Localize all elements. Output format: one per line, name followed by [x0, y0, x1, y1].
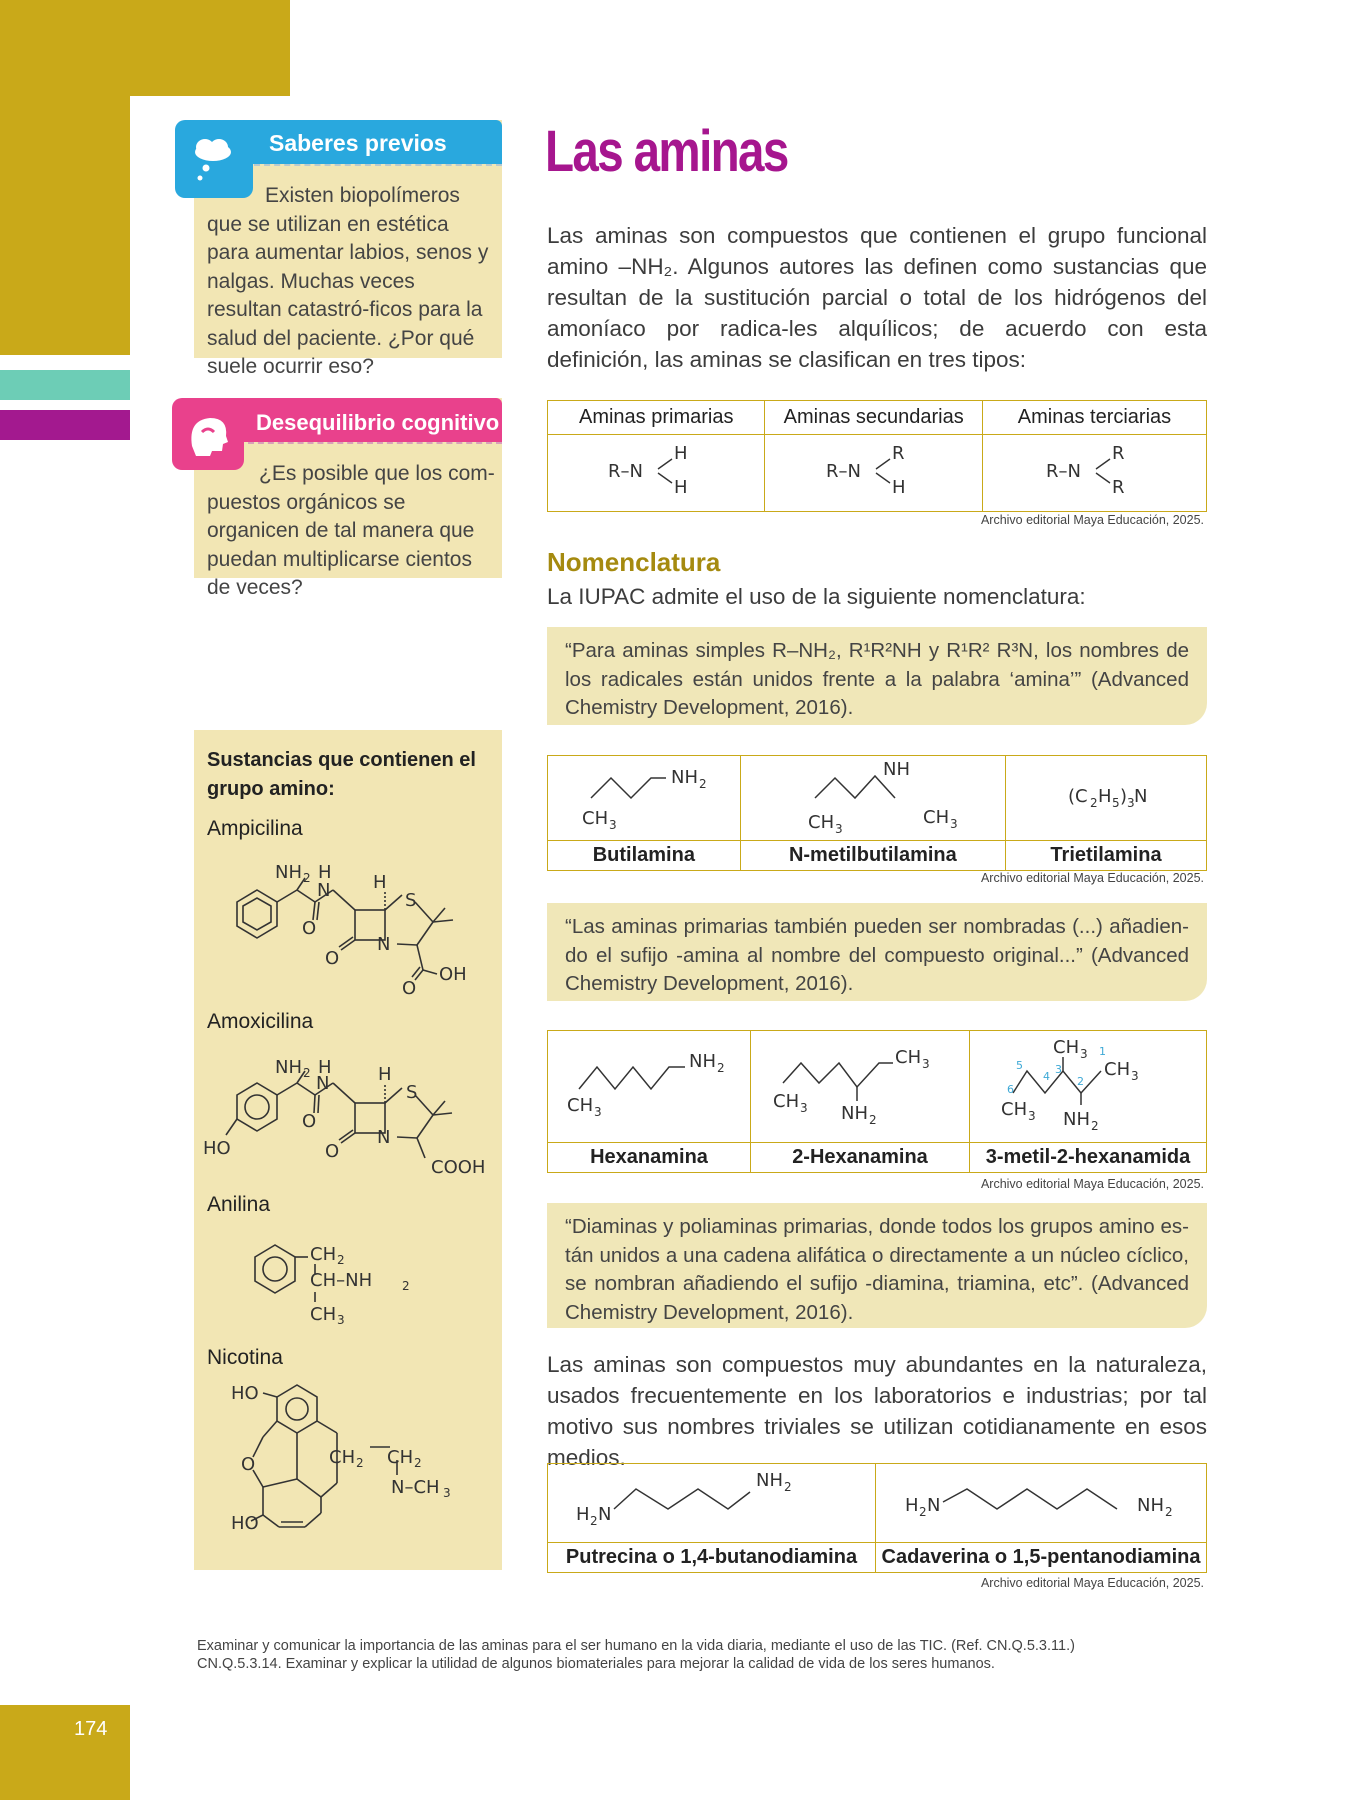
svg-text:H: H	[318, 862, 332, 883]
types-header-primarias: Aminas primarias	[548, 401, 765, 435]
2-hexanamina-caption: 2-Hexanamina	[751, 1143, 970, 1173]
svg-text:OH: OH	[439, 964, 467, 985]
svg-text:2: 2	[717, 1061, 725, 1075]
svg-text:2: 2	[303, 871, 311, 885]
svg-text:R: R	[1112, 477, 1125, 498]
secondary-amine-formula	[765, 435, 982, 512]
svg-text:2: 2	[919, 1505, 927, 1519]
svg-text:3: 3	[799, 1101, 808, 1115]
quote-2: “Las aminas primarias también pueden ser nombradas (...) añadien-do el sufijo -amina al nombre del compuesto original...” (Advanced Chemistry Development, 2016).	[547, 903, 1207, 1001]
svg-text:2: 2	[402, 1279, 410, 1293]
svg-text:H: H	[674, 477, 688, 498]
types-header-terciarias: Aminas terciarias	[982, 401, 1206, 435]
svg-text:R: R	[1112, 443, 1125, 464]
svg-text:R–N: R–N	[608, 461, 644, 482]
svg-text:O: O	[302, 1111, 317, 1132]
svg-text:O: O	[325, 948, 340, 969]
svg-text:N: N	[377, 1127, 391, 1148]
butilamina-structure	[548, 756, 741, 841]
svg-text:NH: NH	[689, 1051, 716, 1072]
3-metil-2-hexanamida-structure	[970, 1031, 1207, 1143]
primary-amine-formula	[548, 435, 765, 512]
svg-text:CH: CH	[1052, 1037, 1079, 1058]
svg-text:): )	[1120, 786, 1128, 807]
examples-table-2	[547, 1030, 1207, 1173]
svg-text:3: 3	[1130, 1069, 1139, 1083]
svg-text:2: 2	[303, 1066, 311, 1080]
svg-text:NH: NH	[840, 1103, 868, 1124]
svg-text:3: 3	[834, 822, 843, 834]
putrecina-structure	[548, 1464, 876, 1543]
amine-types-table	[547, 400, 1207, 512]
svg-text:H: H	[378, 1064, 392, 1085]
quote-3: “Diaminas y poliaminas primarias, donde todos los grupos amino es-tán unidos a una cadena alifática o directamente a un núcleo cíclico, se nombran añadiendo el sufijo -diamina, triamina, etc”. (Advanced Chemistry Development, 2016).	[547, 1203, 1207, 1328]
ampicilina-structure	[205, 850, 500, 1000]
svg-text:COOH: COOH	[431, 1157, 486, 1178]
svg-text:2: 2	[589, 1514, 598, 1528]
saberes-heading: Saberes previos	[269, 130, 447, 156]
svg-text:CH: CH	[329, 1447, 356, 1468]
svg-text:CH: CH	[1103, 1059, 1130, 1080]
svg-text:NH: NH	[670, 767, 698, 788]
svg-text:H: H	[575, 1504, 590, 1525]
svg-text:H: H	[905, 1495, 919, 1516]
desequilibrio-text: ¿Es posible que los com- puestos orgánicos se organicen de tal manera que puedan multiplicarse cientos de veces?	[207, 462, 495, 599]
putrecina-caption: Putrecina o 1,4-butanodiamina	[548, 1543, 876, 1573]
svg-text:CH: CH	[894, 1047, 921, 1068]
svg-text:NH: NH	[1137, 1495, 1164, 1516]
svg-text:3: 3	[594, 1105, 602, 1119]
svg-text:N–CH: N–CH	[391, 1477, 440, 1498]
desequilibrio-heading: Desequilibrio cognitivo	[256, 410, 500, 435]
svg-text:CH: CH	[772, 1091, 799, 1112]
svg-text:NH: NH	[1062, 1109, 1090, 1130]
footer-line-2: CN.Q.5.3.14. Examinar y explicar la utilidad de algunos biomateriales para mejorar la calidad de vida de los seres humanos.	[197, 1656, 995, 1672]
svg-text:N: N	[927, 1495, 941, 1516]
svg-text:S: S	[405, 890, 417, 911]
2-hexanamina-structure	[751, 1031, 970, 1143]
svg-text:NH: NH	[275, 1057, 302, 1078]
svg-text:3: 3	[949, 817, 958, 831]
svg-text:O: O	[402, 978, 417, 999]
svg-text:3: 3	[1027, 1109, 1036, 1123]
footer-objectives	[197, 1637, 1197, 1673]
svg-text:HO: HO	[231, 1513, 259, 1534]
svg-text:3: 3	[921, 1057, 930, 1071]
svg-text:H: H	[373, 872, 387, 893]
left-band	[0, 0, 130, 355]
examples-table-1	[547, 755, 1207, 871]
svg-text:N: N	[317, 880, 331, 901]
cadaverina-caption: Cadaverina o 1,5-pentanodiamina	[876, 1543, 1207, 1573]
credit-2: Archivo editorial Maya Educación, 2025.	[980, 871, 1204, 885]
trietilamina-structure	[1006, 756, 1207, 841]
butilamina-caption: Butilamina	[548, 841, 741, 871]
svg-text:6: 6	[1006, 1083, 1014, 1096]
svg-text:R–N: R–N	[825, 461, 861, 482]
svg-text:CH: CH	[1000, 1099, 1027, 1120]
svg-text:2: 2	[698, 777, 707, 791]
svg-text:3: 3	[1054, 1063, 1062, 1076]
saberes-dash	[254, 164, 502, 169]
n-metilbutilamina-caption: N-metilbutilamina	[740, 841, 1005, 871]
svg-text:CH: CH	[807, 812, 834, 833]
intro-paragraph: Las aminas son compuestos que contienen el grupo funcional amino –NH₂. Algunos autores las definen como sustancias que resultan de la sustitución parcial o total de los hidrógenos del amoníaco por radica-les alquílicos; de acuerdo con esta definición, las aminas se clasifican en tres tipos:	[547, 223, 1207, 372]
nicotina-structure	[215, 1375, 485, 1560]
n-metilbutilamina-structure	[740, 756, 1005, 841]
svg-text:NH: NH	[882, 759, 910, 780]
svg-text:N: N	[377, 934, 391, 955]
svg-text:2: 2	[1090, 796, 1098, 810]
svg-text:CH: CH	[581, 808, 608, 829]
svg-text:NH: NH	[275, 862, 302, 883]
svg-text:5: 5	[1015, 1059, 1023, 1072]
trietilamina-caption: Trietilamina	[1006, 841, 1207, 871]
hexanamina-caption: Hexanamina	[548, 1143, 751, 1173]
svg-text:N: N	[316, 1073, 330, 1094]
credit-3: Archivo editorial Maya Educación, 2025.	[980, 1177, 1204, 1191]
amoxicilina-label: Amoxicilina	[207, 1010, 314, 1033]
page-number-band	[0, 1705, 130, 1800]
diamines-table	[547, 1463, 1207, 1573]
svg-text:R: R	[891, 443, 905, 464]
svg-text:S: S	[406, 1082, 418, 1103]
svg-text:3: 3	[443, 1486, 451, 1500]
svg-text:2: 2	[1076, 1075, 1084, 1088]
closing-paragraph: Las aminas son compuestos muy abundantes en la naturaleza, usados frecuentemente en los laboratorios e industrias; por tal motivo sus nombres triviales se utilizan cotidianamente en esos medios.	[547, 1352, 1207, 1470]
svg-text:4: 4	[1042, 1070, 1050, 1083]
svg-text:3: 3	[1079, 1047, 1088, 1061]
credit-4: Archivo editorial Maya Educación, 2025.	[980, 1576, 1204, 1590]
anilina-structure	[240, 1222, 440, 1337]
teal-stripe	[0, 370, 130, 400]
tertiary-amine-formula	[982, 435, 1206, 512]
svg-text:CH–NH: CH–NH	[310, 1270, 373, 1291]
nomenclatura-intro: La IUPAC admite el uso de la siguiente nomenclatura:	[547, 584, 1086, 609]
svg-text:CH: CH	[310, 1244, 337, 1265]
svg-text:O: O	[241, 1454, 256, 1475]
svg-text:CH: CH	[922, 807, 949, 828]
ampicilina-label: Ampicilina	[207, 817, 303, 840]
svg-text:1: 1	[1098, 1045, 1106, 1058]
hexanamina-structure	[548, 1031, 751, 1143]
svg-text:2: 2	[414, 1456, 422, 1470]
svg-text:2: 2	[1165, 1505, 1173, 1519]
footer-line-1: Examinar y comunicar la importancia de las aminas para el ser humano en la vida diaria, mediante el uso de las TIC. (Ref. CN.Q.5.3.11.)	[197, 1638, 1075, 1654]
quote-1: “Para aminas simples R–NH₂, R¹R²NH y R¹R² R³N, los nombres de los radicales están unidos frente a la palabra ‘amina’” (Advanced Chemistry Development, 2016).	[547, 627, 1207, 725]
anilina-label: Anilina	[207, 1193, 271, 1216]
svg-text:H: H	[674, 443, 688, 464]
svg-text:O: O	[302, 918, 317, 939]
svg-text:CH: CH	[567, 1095, 594, 1116]
svg-text:3: 3	[337, 1313, 345, 1327]
svg-text:H: H	[318, 1057, 332, 1078]
svg-text:H: H	[891, 477, 906, 498]
svg-text:3: 3	[1127, 796, 1135, 810]
sustancias-heading: Sustancias que contienen el grupo amino:	[207, 749, 476, 800]
saberes-text: Existen biopolímeros que se utilizan en estética para aumentar labios, senos y nalgas. Muchas veces resultan catastró-ficos para la salud del paciente. ¿Por qué suele ocurrir eso?	[207, 184, 489, 378]
svg-text:O: O	[325, 1141, 340, 1162]
svg-text:N: N	[597, 1504, 611, 1525]
types-header-secundarias: Aminas secundarias	[765, 401, 982, 435]
nicotina-label: Nicotina	[207, 1346, 283, 1369]
magenta-stripe	[0, 410, 130, 440]
svg-text:R–N: R–N	[1046, 461, 1082, 482]
svg-text:HO: HO	[231, 1383, 259, 1404]
svg-text:CH: CH	[310, 1304, 337, 1325]
credit-1: Archivo editorial Maya Educación, 2025.	[980, 513, 1204, 527]
svg-text:HO: HO	[203, 1138, 231, 1159]
desequilibrio-dash	[248, 442, 502, 447]
svg-text:N: N	[1134, 786, 1148, 807]
cadaverina-structure	[876, 1464, 1207, 1543]
svg-text:2: 2	[356, 1456, 364, 1470]
svg-text:(C: (C	[1068, 786, 1088, 807]
svg-text:3: 3	[608, 818, 617, 832]
svg-text:CH: CH	[387, 1447, 414, 1468]
svg-text:2: 2	[337, 1253, 345, 1267]
svg-text:2: 2	[783, 1480, 792, 1494]
3-metil-2-hexanamida-caption: 3-metil-2-hexanamida	[970, 1143, 1207, 1173]
page-title: Las aminas	[545, 119, 788, 184]
svg-text:5: 5	[1112, 796, 1120, 810]
svg-text:2: 2	[868, 1113, 877, 1127]
svg-text:2: 2	[1090, 1119, 1099, 1133]
amoxicilina-structure	[200, 1040, 500, 1190]
svg-text:NH: NH	[755, 1470, 783, 1491]
svg-text:H: H	[1098, 786, 1112, 807]
nomenclatura-heading: Nomenclatura	[547, 547, 721, 577]
page-number: 174	[74, 1718, 108, 1740]
